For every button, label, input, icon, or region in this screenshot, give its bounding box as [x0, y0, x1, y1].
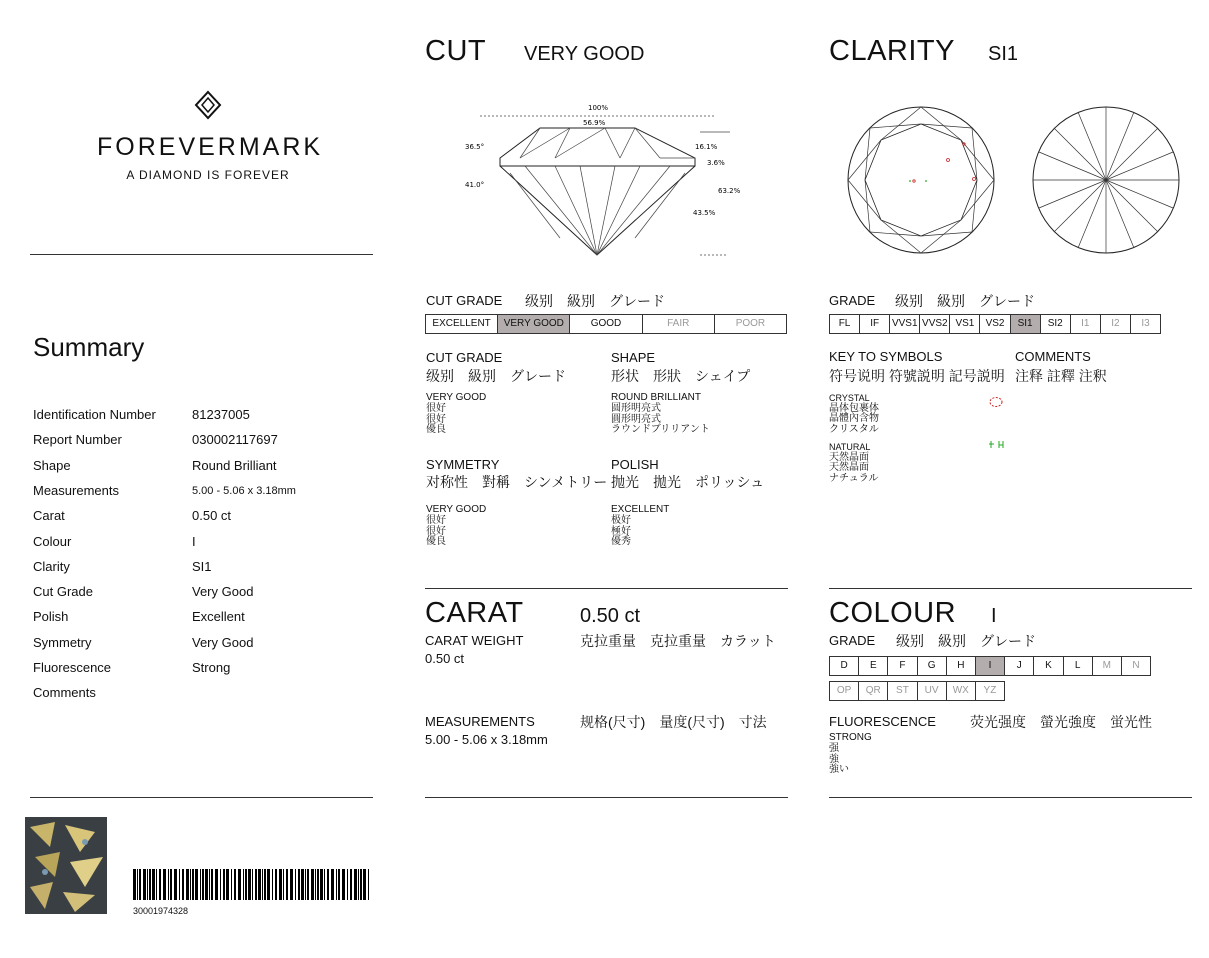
clarity-plot-pavilion [1031, 104, 1181, 261]
barcode-bar [139, 869, 141, 900]
summary-row-label: Polish [33, 609, 69, 625]
natural-symbol-icon [989, 440, 1005, 450]
barcode-bar [360, 869, 362, 900]
cut-grade-scale [425, 314, 787, 334]
barcode-bar [315, 869, 316, 900]
fluorescence-label-jp: 荧光强度 螢光強度 蛍光性 [970, 714, 1152, 730]
diamond-logo-icon [194, 90, 222, 120]
proportion-pavilion-depth: 43.5% [693, 209, 716, 217]
carat-weight-label-jp: 克拉重量 克拉重量 カラット [580, 633, 776, 649]
polish-heading-jp: 抛光 拋光 ポリッシュ [611, 474, 765, 490]
symbol-name-jp: 晶体包裹体 晶體內含物 クリスタル [829, 402, 879, 435]
barcode-bar [317, 869, 319, 900]
summary-row-label: Identification Number [33, 407, 156, 422]
barcode-bar [163, 869, 166, 900]
barcode-bar [338, 869, 340, 900]
grade-cell: L [1064, 657, 1093, 675]
barcode-bar [174, 869, 177, 900]
grade-cell: IF [860, 315, 890, 333]
grade-cell: E [859, 657, 888, 675]
barcode-bar [220, 869, 221, 900]
measurements-label-jp: 规格(尺寸) 量度(尺寸) 寸法 [580, 714, 767, 730]
barcode-bar [186, 869, 189, 900]
grade-cell: OP [830, 682, 859, 700]
colour-title: COLOUR [829, 597, 957, 629]
barcode-bar [234, 869, 236, 900]
summary-row-value: Excellent [192, 609, 245, 625]
security-hologram [25, 817, 107, 914]
grade-cell: VVS1 [890, 315, 920, 333]
summary-row-value: SI1 [192, 558, 212, 574]
grade-cell: I3 [1141, 318, 1150, 329]
grade-cell: UV [918, 682, 947, 700]
barcode-bar [320, 869, 323, 900]
cut-title: CUT [425, 35, 487, 67]
barcode-bar [258, 869, 261, 900]
cut-grade-heading-jp: 级别 級別 グレード [426, 368, 566, 384]
measurements-label: MEASUREMENTS [425, 714, 535, 729]
barcode-bar [354, 869, 357, 900]
cut-grade-label: CUT GRADE [426, 293, 503, 308]
carat-weight-label: CARAT WEIGHT [425, 633, 524, 648]
crystal-symbol-icon [989, 396, 1003, 408]
summary-row-value: Strong [192, 660, 231, 675]
barcode-bar [336, 869, 337, 900]
barcode-bar [279, 869, 282, 900]
barcode-bar [192, 869, 194, 900]
grade-cell: H [947, 657, 976, 675]
barcode-bar [283, 869, 284, 900]
colour-value: I [991, 605, 997, 627]
divider [829, 588, 1192, 589]
barcode-bar [350, 869, 352, 900]
colour-grade-scale [829, 656, 1151, 676]
summary-row-label: Comments [33, 685, 96, 701]
barcode-bar [290, 869, 293, 900]
cut-grade-value: VERY GOOD [426, 392, 487, 403]
cut-value: VERY GOOD [524, 43, 645, 65]
barcode [133, 869, 371, 916]
symbol-crystal [829, 393, 879, 435]
grade-cell: GOOD [570, 315, 642, 333]
barcode-bar [347, 869, 348, 900]
measurements-value: 5.00 - 5.06 x 3.18mm [425, 732, 548, 747]
barcode-bar [226, 869, 229, 900]
barcode-bar [301, 869, 304, 900]
barcode-bar [248, 869, 251, 900]
barcode-bar [159, 869, 161, 900]
grade-cell: I1 [1071, 315, 1101, 333]
brand-name: FOREVERMARK [97, 133, 324, 161]
fluorescence-value-jp: 强 強 強い [829, 743, 849, 775]
symbol-name-jp: 天然晶面 天然晶面 ナチュラル [829, 451, 879, 484]
grade-cell: FAIR [643, 315, 715, 333]
barcode-bar [245, 869, 247, 900]
barcode-bar [342, 869, 345, 900]
barcode-bar [202, 869, 204, 900]
polish-value-jp: 极好 極好 優秀 [611, 515, 631, 547]
barcode-bar [190, 869, 191, 900]
cut-grade-value-jp: 很好 很好 優良 [426, 403, 446, 435]
barcode-bar [152, 869, 155, 900]
barcode-bar [295, 869, 296, 900]
symmetry-value-jp: 很好 很好 優良 [426, 515, 446, 547]
barcode-bar [286, 869, 288, 900]
comments-heading-jp: 注释 註釋 注釈 [1015, 368, 1107, 384]
grade-cell: ST [888, 682, 917, 700]
barcode-bar [267, 869, 270, 900]
grade-cell: D [830, 657, 859, 675]
grade-cell: K [1034, 657, 1063, 675]
summary-row-label: Measurements [33, 482, 119, 498]
barcode-bar [133, 869, 136, 900]
grade-cell: M [1093, 657, 1122, 675]
grade-cell: FL [830, 315, 860, 333]
barcode-bar [215, 869, 218, 900]
grade-cell: G [918, 657, 947, 675]
proportion-total-depth: 63.2% [718, 187, 741, 195]
barcode-bar [324, 869, 325, 900]
summary-row-label: Report Number [33, 432, 122, 448]
barcode-bar [275, 869, 277, 900]
symbol-natural [829, 442, 878, 484]
barcode-bar [205, 869, 208, 900]
shape-value: ROUND BRILLIANT [611, 392, 702, 403]
summary-row-value: Very Good [192, 584, 254, 600]
proportion-crown-width: 56.9% [583, 119, 606, 127]
barcode-bar [238, 869, 241, 900]
barcode-bar [149, 869, 151, 900]
barcode-bar [195, 869, 198, 900]
grade-cell: EXCELLENT [426, 315, 498, 333]
fluorescence-label: FLUORESCENCE [829, 714, 936, 729]
barcode-bar [137, 869, 138, 900]
symmetry-heading: SYMMETRY [426, 457, 500, 472]
barcode-bar [327, 869, 329, 900]
grade-cell: YZ [983, 685, 997, 696]
barcode-bar [200, 869, 201, 900]
summary-row-label: Clarity [33, 558, 70, 574]
shape-value-jp: 圆形明亮式 圓形明亮式 ラウンドブリリアント [611, 403, 710, 435]
barcode-number: 30001974328 [133, 906, 189, 916]
cut-grade-label-jp: 级别 級別 グレード [525, 293, 665, 309]
polish-heading: POLISH [611, 457, 659, 472]
divider [30, 797, 373, 798]
clarity-grade-label: GRADE [829, 293, 876, 308]
barcode-bar [298, 869, 300, 900]
summary-row-label: Fluorescence [33, 660, 112, 675]
divider [30, 254, 373, 255]
key-to-symbols-heading-jp: 符号说明 符號説明 記号説明 [829, 368, 1005, 384]
symbol-name: CRYSTAL [829, 393, 870, 403]
grade-cell: WX [947, 682, 976, 700]
colour-grade-label: GRADE [829, 633, 876, 648]
barcode-bar [272, 869, 273, 900]
grade-cell: I2 [1101, 315, 1131, 333]
clarity-plot-crown [846, 104, 996, 261]
barcode-bar [179, 869, 180, 900]
brand-logo [97, 90, 324, 182]
grade-cell: VVS2 [920, 315, 950, 333]
barcode-bar [307, 869, 309, 900]
grade-cell: QR [859, 682, 888, 700]
barcode-bar [262, 869, 263, 900]
cut-grade-heading: CUT GRADE [426, 350, 503, 365]
carat-value: 0.50 ct [580, 605, 641, 627]
barcode-bar [368, 869, 369, 900]
carat-weight-value: 0.50 ct [425, 651, 465, 666]
summary-row-label: Shape [33, 457, 71, 473]
summary-row-label: Symmetry [33, 634, 92, 650]
proportion-table: 100% [588, 104, 609, 112]
summary-row-label: Cut Grade [33, 584, 93, 600]
barcode-bar [305, 869, 306, 900]
shape-heading: SHAPE [611, 350, 656, 365]
divider [425, 588, 788, 589]
proportion-crown-angle: 36.5° [465, 143, 485, 151]
proportion-pavilion-angle: 41.0° [465, 181, 485, 189]
proportion-diagram [460, 98, 750, 263]
barcode-bar [156, 869, 157, 900]
barcode-bar [331, 869, 334, 900]
barcode-bar [358, 869, 359, 900]
barcode-bar [143, 869, 146, 900]
barcode-bar [363, 869, 366, 900]
fluorescence-value: STRONG [829, 732, 872, 743]
grade-cell: N [1132, 660, 1140, 671]
summary-row-label: Colour [33, 533, 72, 549]
summary-title: Summary [33, 332, 145, 362]
barcode-bar [168, 869, 169, 900]
grade-cell: SI2 [1041, 315, 1071, 333]
barcode-bar [311, 869, 314, 900]
shape-heading-jp: 形状 形狀 シェイプ [611, 368, 751, 384]
summary-row-value: Very Good [192, 634, 254, 650]
grade-cell: F [888, 657, 917, 675]
clarity-grade-label-jp: 级别 級別 グレード [895, 293, 1035, 309]
clarity-title: CLARITY [829, 35, 955, 67]
grade-cell: I [976, 657, 1005, 675]
key-to-symbols-heading: KEY TO SYMBOLS [829, 349, 943, 364]
summary-row-value: Round Brilliant [192, 457, 277, 473]
barcode-bar [255, 869, 257, 900]
barcode-bar [170, 869, 172, 900]
summary-row-value: 81237005 [192, 407, 250, 422]
colour-grade-label-jp: 级别 級別 グレード [896, 633, 1036, 649]
proportion-crown-height: 16.1% [695, 143, 718, 151]
grade-cell: VERY GOOD [498, 315, 570, 333]
colour-grade-scale-extended [829, 681, 1005, 701]
summary-row-value: 0.50 ct [192, 508, 232, 524]
clarity-value: SI1 [988, 43, 1019, 65]
grade-cell: VS2 [980, 315, 1010, 333]
brand-tagline: A DIAMOND IS FOREVER [126, 168, 290, 182]
grade-cell: SI1 [1011, 315, 1041, 333]
proportion-girdle: 3.6% [707, 159, 725, 167]
barcode-bar [211, 869, 213, 900]
clarity-grade-scale [829, 314, 1161, 334]
barcode-bar [264, 869, 266, 900]
barcode-bar [209, 869, 210, 900]
grade-cell: J [1005, 657, 1034, 675]
summary-row-value: I [192, 533, 196, 549]
barcode-bar [223, 869, 225, 900]
barcode-bar [182, 869, 184, 900]
polish-value: EXCELLENT [611, 504, 670, 515]
symmetry-value: VERY GOOD [426, 504, 487, 515]
symmetry-heading-jp: 对称性 對稱 シンメトリー [426, 474, 608, 490]
barcode-bar [243, 869, 244, 900]
barcode-bar [252, 869, 253, 900]
barcode-bar [231, 869, 232, 900]
summary-row-value: 030002117697 [192, 432, 278, 448]
comments-heading: COMMENTS [1015, 349, 1091, 364]
grade-cell: POOR [735, 318, 766, 329]
barcode-bar [147, 869, 148, 900]
divider [425, 797, 788, 798]
summary-row-value: 5.00 - 5.06 x 3.18mm [192, 484, 296, 497]
grade-cell: VS1 [950, 315, 980, 333]
divider [829, 797, 1192, 798]
symbol-name: NATURAL [829, 442, 871, 452]
summary-row-label: Carat [33, 508, 65, 524]
carat-title: CARAT [425, 597, 524, 629]
